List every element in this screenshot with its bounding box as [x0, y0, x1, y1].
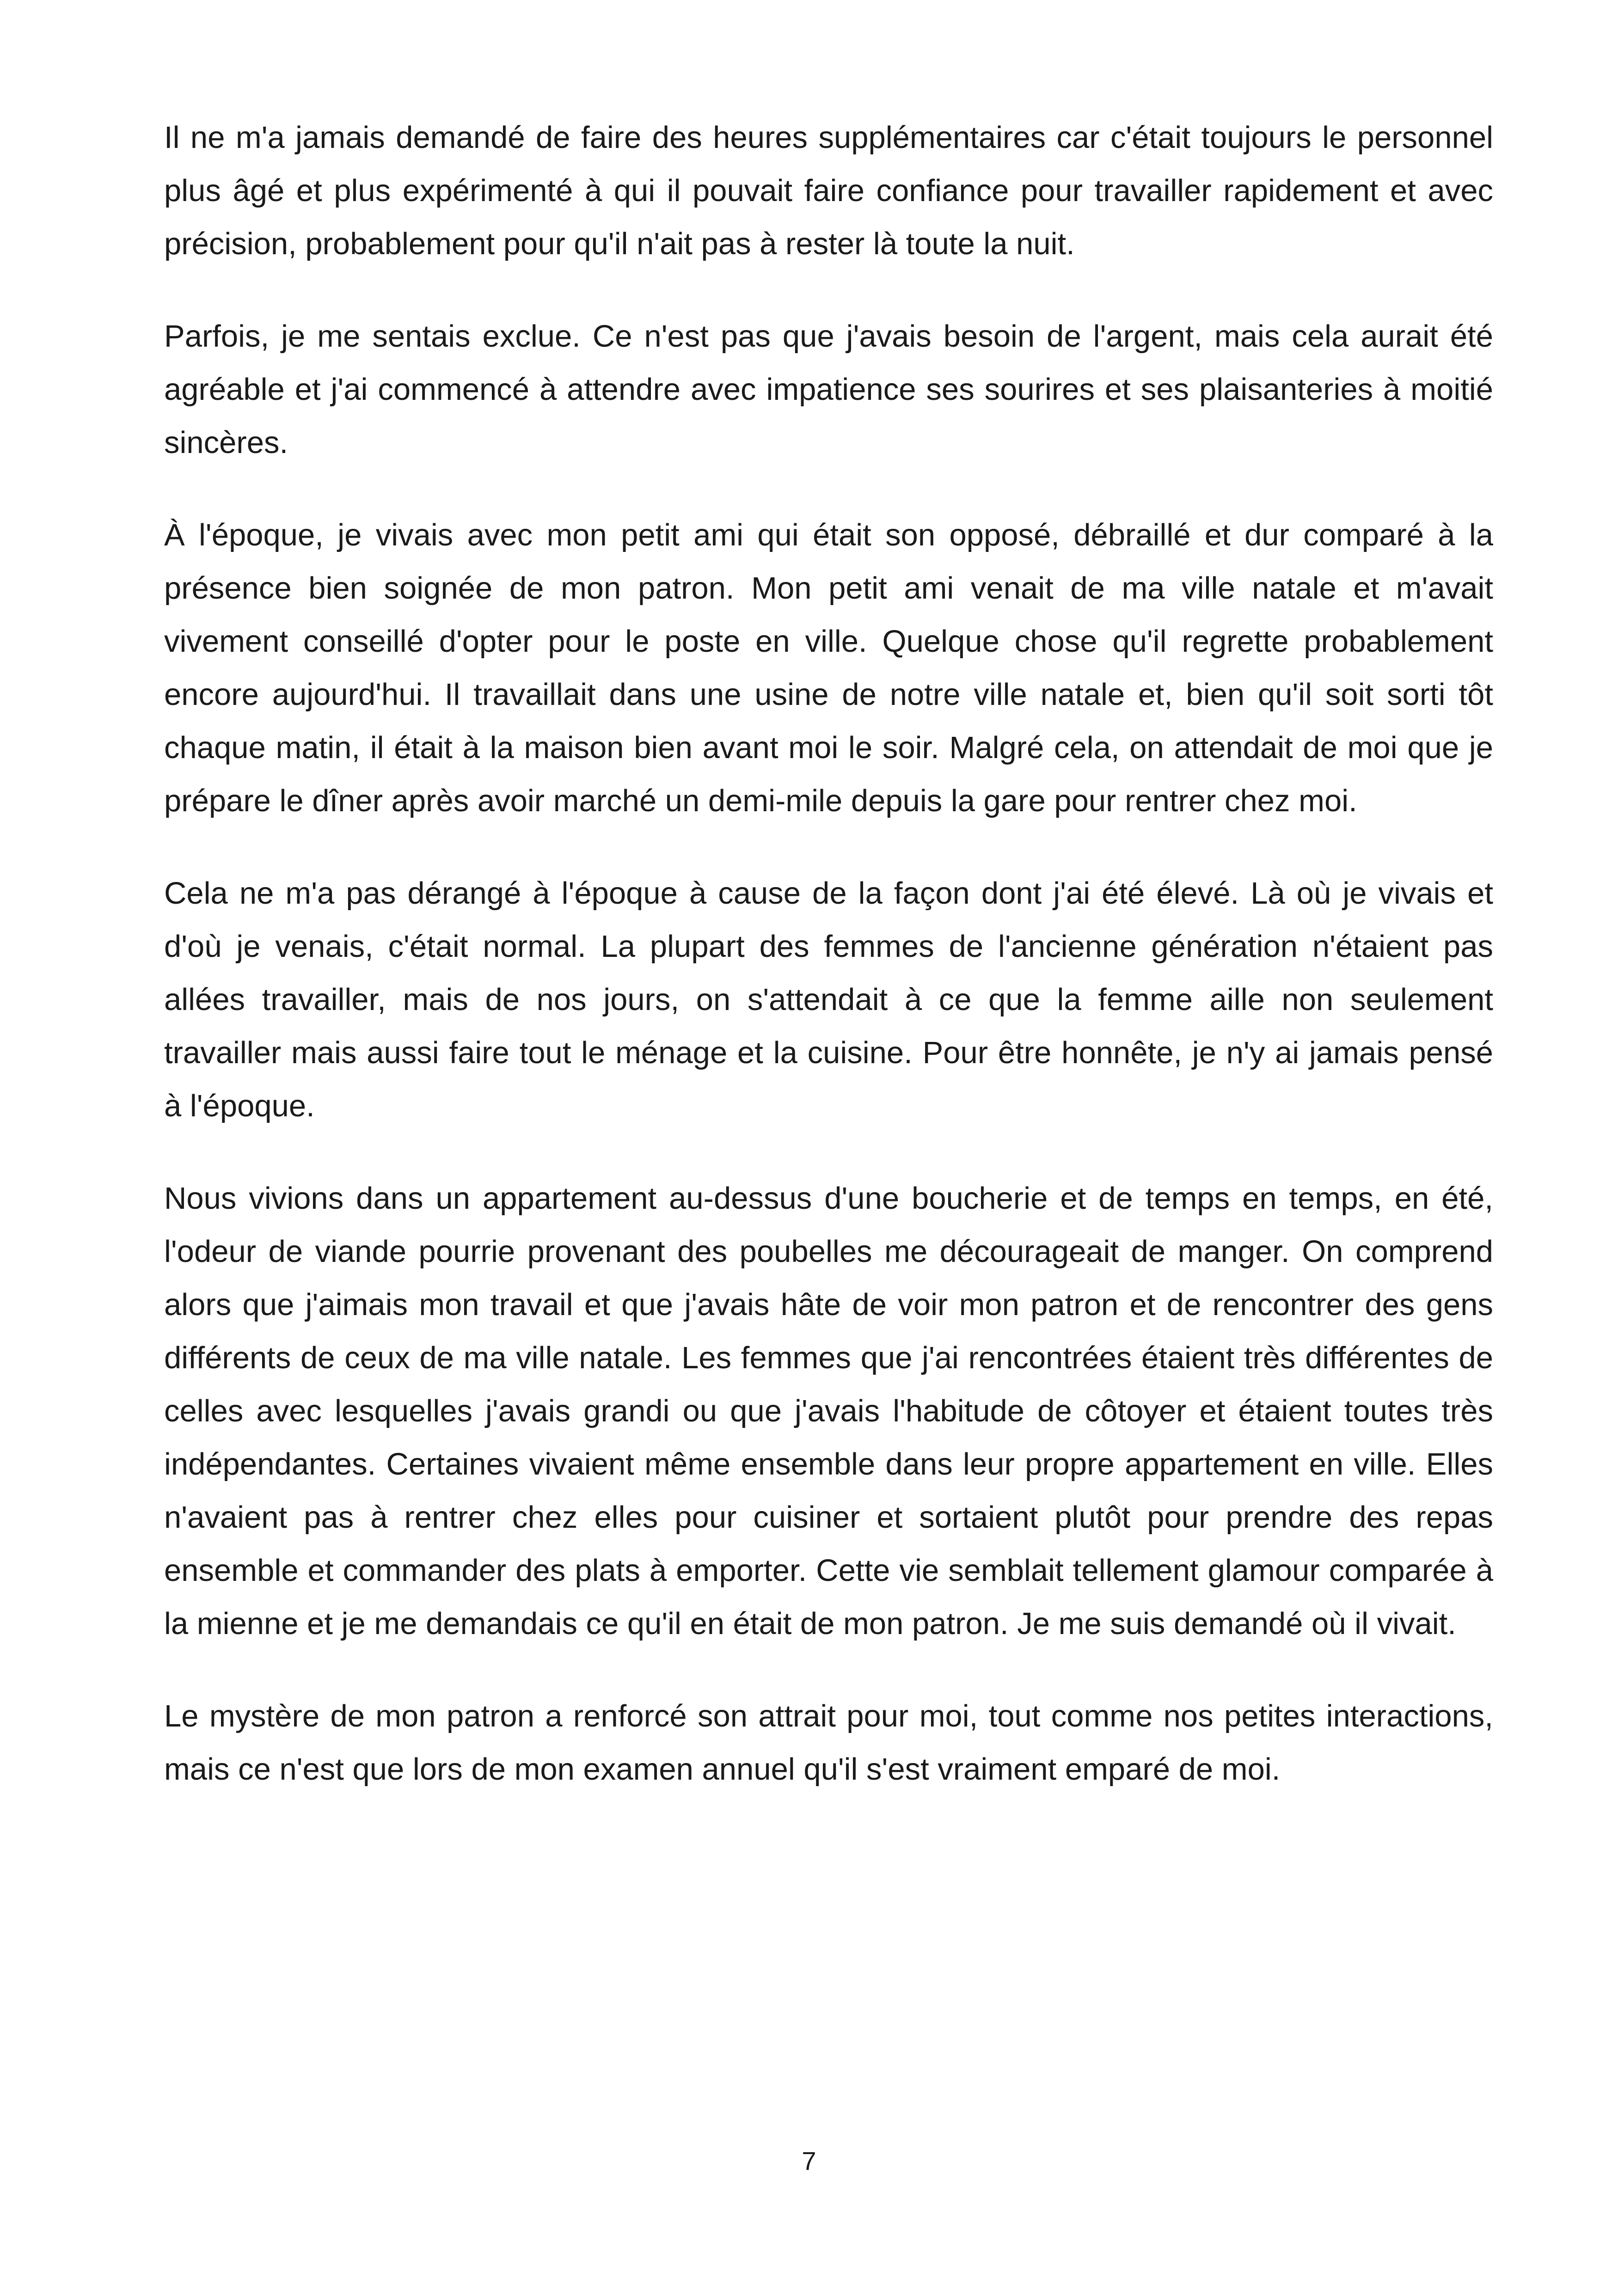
- paragraph-2: Parfois, je me sentais exclue. Ce n'est pas que j'avais besoin de l'argent, mais cela aurait été agréable et j'ai commencé à attendre avec impatience ses sourires et ses plaisanteries à moitié sincères.: [164, 319, 1493, 460]
- paragraph-4: Cela ne m'a pas dérangé à l'époque à cause de la façon dont j'ai été élevé. Là où je vivais et d'où je venais, c'était normal. La plupart des femmes de l'ancienne génération n'étaient pas allées travailler, mais de nos jours, on s'attendait à ce que la femme aille non seulement travailler mais aussi faire tout le ménage et la cuisine. Pour être honnête, je n'y ai jamais pensé à l'époque.: [164, 876, 1493, 1123]
- body-text: [164, 111, 1493, 1835]
- page-number: 7: [802, 2146, 816, 2175]
- paragraph-1: Il ne m'a jamais demandé de faire des heures supplémentaires car c'était toujours le personnel plus âgé et plus expérimenté à qui il pouvait faire confiance pour travailler rapidement et avec précision, probablement pour qu'il n'ait pas à rester là toute la nuit.: [164, 120, 1493, 261]
- paragraph-3: À l'époque, je vivais avec mon petit ami qui était son opposé, débraillé et dur comparé à la présence bien soignée de mon patron. Mon petit ami venait de ma ville natale et m'avait vivement conseillé d'opter pour le poste en ville. Quelque chose qu'il regrette probablement encore aujourd'hui. Il travaillait dans une usine de notre ville natale et, bien qu'il soit sorti tôt chaque matin, il était à la maison bien avant moi le soir. Malgré cela, on attendait de moi que je prépare le dîner après avoir marché un demi-mile depuis la gare pour rentrer chez moi.: [164, 518, 1493, 818]
- paragraph-6: Le mystère de mon patron a renforcé son attrait pour moi, tout comme nos petites interactions, mais ce n'est que lors de mon examen annuel qu'il s'est vraiment emparé de moi.: [164, 1699, 1493, 1787]
- paragraph-5: Nous vivions dans un appartement au-dessus d'une boucherie et de temps en temps, en été, l'odeur de viande pourrie provenant des poubelles me décourageait de manger. On comprend alors que j'aimais mon travail et que j'avais hâte de voir mon patron et de rencontrer des gens différents de ceux de ma ville natale. Les femmes que j'ai rencontrées étaient très différentes de celles avec lesquelles j'avais grandi ou que j'avais l'habitude de côtoyer et étaient toutes très indépendantes. Certaines vivaient même ensemble dans leur propre appartement en ville. Elles n'avaient pas à rentrer chez elles pour cuisiner et sortaient plutôt pour prendre des repas ensemble et commander des plats à emporter. Cette vie semblait tellement glamour comparée à la mienne et je me demandais ce qu'il en était de mon patron. Je me suis demandé où il vivait.: [164, 1181, 1493, 1641]
